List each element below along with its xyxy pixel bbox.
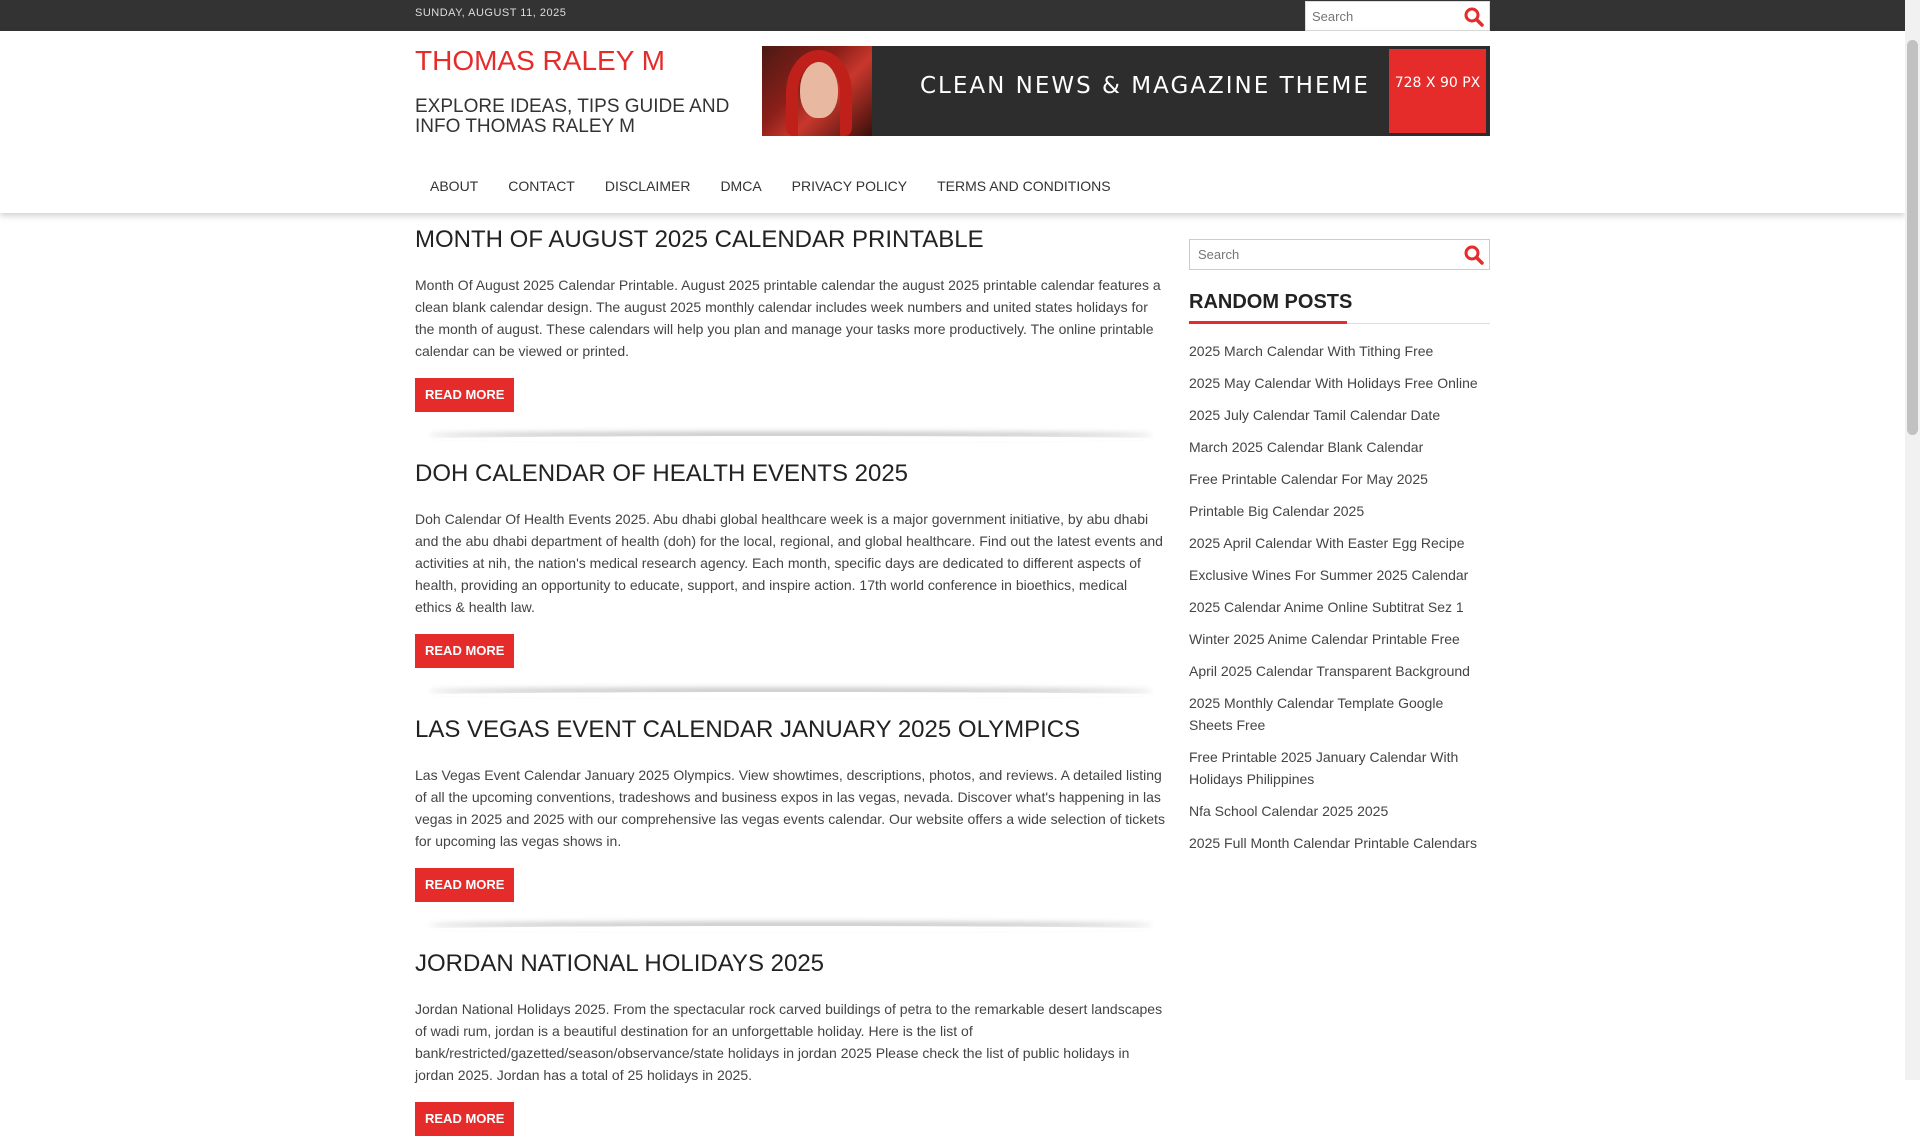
post-title[interactable]: MONTH OF AUGUST 2025 CALENDAR PRINTABLE	[415, 226, 984, 253]
random-posts-list	[1189, 340, 1490, 854]
banner-text: CLEAN NEWS & MAGAZINE THEME	[920, 73, 1370, 99]
list-item	[1189, 800, 1490, 822]
search-icon[interactable]	[1463, 244, 1485, 266]
random-post-link[interactable]: Winter 2025 Anime Calendar Printable Free	[1189, 631, 1460, 647]
nav-disclaimer[interactable]: DISCLAIMER	[604, 178, 691, 194]
top-search-input[interactable]	[1306, 2, 1456, 30]
list-item	[1189, 340, 1490, 362]
post-excerpt: Month Of August 2025 Calendar Printable. August 2025 printable calendar the august 2025 printable calendar features a clean blank calendar design. The august 2025 monthly calendar includes week numbers and united states holidays for the month of august. These calendars will help you plan and manage your tasks more productively. The online printable calendar can be viewed or printed.	[415, 277, 1161, 359]
post-title[interactable]: JORDAN NATIONAL HOLIDAYS 2025	[415, 950, 825, 977]
post-excerpt: Las Vegas Event Calendar January 2025 Olympics. View showtimes, descriptions, photos, and reviews. A detailed listing of all the upcoming conventions, tradeshows and business expos in las vegas, nevada. Discover what's happening in las vegas in 2025 and 2025 with our comprehensive las vegas events calendar. Our website offers a wide selection of tickets for upcoming las vegas shows in.	[415, 767, 1165, 849]
scrollbar-thumb[interactable]	[1907, 40, 1918, 435]
list-item	[1189, 404, 1490, 426]
list-item	[1189, 372, 1490, 394]
sidebar-search-box	[1189, 239, 1490, 270]
post-item	[415, 456, 1167, 698]
nav-privacy-policy[interactable]: PRIVACY POLICY	[791, 178, 908, 194]
read-more-button[interactable]: READ MORE	[415, 1102, 514, 1136]
random-post-link[interactable]: March 2025 Calendar Blank Calendar	[1189, 439, 1424, 455]
random-post-link[interactable]: 2025 July Calendar Tamil Calendar Date	[1189, 407, 1441, 423]
top-search-box	[1305, 1, 1490, 31]
list-item	[1189, 832, 1490, 854]
post-item	[415, 712, 1167, 932]
banner-size-badge: 728 X 90 PX	[1389, 49, 1486, 133]
sidebar-search-input[interactable]	[1190, 240, 1450, 269]
post-title[interactable]: LAS VEGAS EVENT CALENDAR JANUARY 2025 OLYMPICS	[415, 716, 1081, 743]
list-item	[1189, 436, 1490, 458]
list-item	[1189, 500, 1490, 522]
list-item	[1189, 628, 1490, 650]
list-item	[1189, 468, 1490, 490]
post-separator	[429, 436, 1153, 442]
nav-terms-and-conditions[interactable]: TERMS AND CONDITIONS	[937, 178, 1111, 194]
main-nav	[415, 166, 1126, 206]
read-more-button[interactable]: READ MORE	[415, 634, 514, 668]
random-post-link[interactable]: Printable Big Calendar 2025	[1189, 503, 1365, 519]
current-date: SUNDAY, AUGUST 11, 2025	[415, 7, 567, 19]
list-item	[1189, 564, 1490, 586]
ad-banner[interactable]	[762, 46, 1490, 136]
banner-photo	[762, 46, 872, 136]
search-icon[interactable]	[1463, 6, 1485, 28]
list-item	[1189, 692, 1490, 736]
random-post-link[interactable]: 2025 March Calendar With Tithing Free	[1189, 343, 1434, 359]
top-bar	[0, 0, 1905, 31]
random-posts-title: RANDOM POSTS	[1189, 291, 1490, 324]
post-title[interactable]: DOH CALENDAR OF HEALTH EVENTS 2025	[415, 460, 909, 487]
post-list	[415, 222, 1167, 1136]
read-more-button[interactable]: READ MORE	[415, 868, 514, 902]
random-post-link[interactable]: 2025 Calendar Anime Online Subtitrat Sez 1	[1189, 599, 1464, 615]
post-separator	[429, 692, 1153, 698]
list-item	[1189, 660, 1490, 682]
banner-face-shape	[800, 62, 838, 118]
sidebar	[1189, 239, 1490, 864]
nav-about[interactable]: ABOUT	[430, 178, 479, 194]
random-post-link[interactable]: Free Printable 2025 January Calendar With Holidays Philippines	[1189, 749, 1459, 787]
list-item	[1189, 532, 1490, 554]
post-item	[415, 946, 1167, 1136]
random-post-link[interactable]: 2025 Monthly Calendar Template Google Sheets Free	[1189, 695, 1444, 733]
random-post-link[interactable]: April 2025 Calendar Transparent Background	[1189, 663, 1470, 679]
random-post-link[interactable]: Free Printable Calendar For May 2025	[1189, 471, 1428, 487]
list-item	[1189, 746, 1490, 790]
post-separator	[429, 926, 1153, 932]
site-description: EXPLORE IDEAS, TIPS GUIDE AND INFO THOMAS RALEY M	[415, 96, 730, 137]
read-more-button[interactable]: READ MORE	[415, 378, 514, 412]
list-item	[1189, 596, 1490, 618]
post-excerpt: Doh Calendar Of Health Events 2025. Abu dhabi global healthcare week is a major government initiative, by abu dhabi and the abu dhabi department of health (doh) for the local, regional, and global healthcare. Find out the latest events and activities at nih, the nation's medical research agency. Each month, specific days are dedicated to different aspects of health, providing an opportunity to educate, support, and inspire action. 17th world conference in bioethics, medical ethics & health law.	[415, 511, 1163, 615]
page-scrollbar[interactable]	[1905, 0, 1920, 1080]
post-excerpt: Jordan National Holidays 2025. From the spectacular rock carved buildings of petra to the remarkable desert landscapes of wadi rum, jordan is a beautiful destination for an unforgettable holiday. Here is the list of bank/restricted/gazetted/season/observance/state holidays in jordan 2025 Please check the list of public holidays in jordan 2025. Jordan has a total of 25 holidays in 2025.	[415, 1001, 1163, 1083]
random-post-link[interactable]: 2025 April Calendar With Easter Egg Recipe	[1189, 535, 1465, 551]
random-post-link[interactable]: Exclusive Wines For Summer 2025 Calendar	[1189, 567, 1469, 583]
nav-contact[interactable]: CONTACT	[508, 178, 575, 194]
random-post-link[interactable]: 2025 May Calendar With Holidays Free Online	[1189, 375, 1478, 391]
random-post-link[interactable]: 2025 Full Month Calendar Printable Calendars	[1189, 835, 1477, 851]
site-title[interactable]: THOMAS RALEY M	[415, 45, 665, 76]
nav-dmca[interactable]: DMCA	[720, 178, 762, 194]
post-item	[415, 222, 1167, 442]
random-post-link[interactable]: Nfa School Calendar 2025 2025	[1189, 803, 1389, 819]
